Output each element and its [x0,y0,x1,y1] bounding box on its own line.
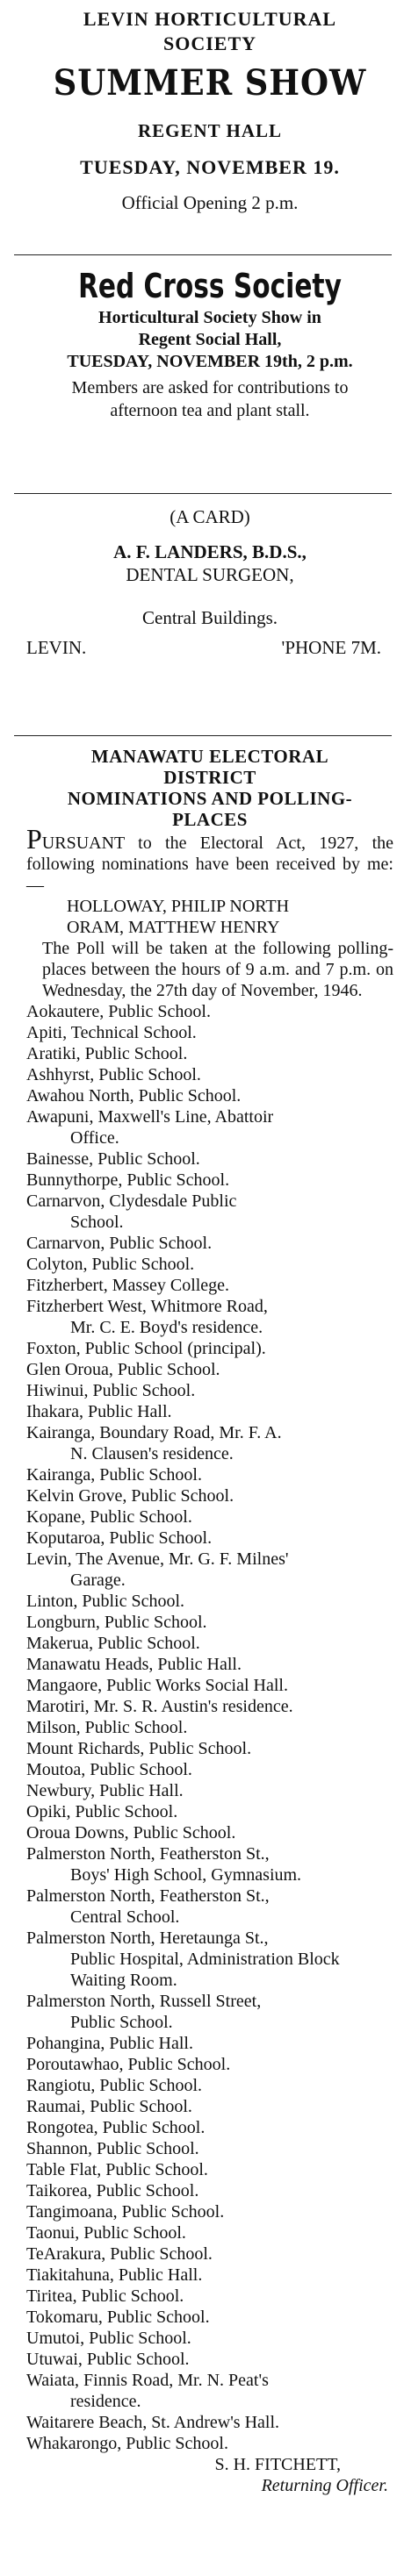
polling-place-item [26,1654,393,1675]
red-cross-heading: Red Cross Society [78,267,342,305]
polling-place-name: Fitzherbert, Massey College. [26,1276,230,1295]
divider-rule [14,493,392,494]
polling-place-item [26,1612,393,1633]
polling-place-item [26,1022,393,1043]
notice-heading-1: MANAWATU ELECTORAL [90,746,329,767]
signatory-title: Returning Officer. [261,2476,388,2495]
polling-place-name: Kairanga, Public School. [26,1465,202,1485]
show-title: SUMMER SHOW [53,62,367,104]
polling-place-item [26,1928,393,1991]
polling-place-item [26,1759,393,1780]
polling-place-name: Palmerston North, Featherston St., [26,1844,270,1864]
red-cross-body: Members are asked for contributions to afternoon tea and plant stall. [71,378,349,420]
polling-place-item [26,1338,393,1359]
polling-place-name: Koputaroa, Public School. [26,1528,213,1548]
polling-place-name: Levin, The Avenue, Mr. G. F. Milnes' [26,1549,289,1569]
polling-place-item [26,2096,393,2117]
polling-place-name: Tokomaru, Public School. [26,2308,210,2327]
polling-place-name: Oroua Downs, Public School. [26,1823,236,1843]
polling-place-item [26,1843,393,1885]
polling-place-name: Rangiotu, Public School. [26,2076,202,2095]
show-opening-time: Official Opening 2 p.m. [121,192,299,213]
signatory-name: S. H. FITCHETT, [214,2455,341,2474]
polling-place-detail: Public School. [70,2013,173,2032]
polling-place-name: Manawatu Heads, Public Hall. [26,1655,242,1674]
polling-place-name: Makerua, Public School. [26,1634,200,1653]
polling-place-item [26,1085,393,1106]
notice-intro [26,823,393,896]
polling-place-item [26,1885,393,1928]
polling-place-name: Opiki, Public School. [26,1802,178,1821]
polling-place-item [26,1591,393,1612]
polling-place-detail: Boys' High School, Gymnasium. [70,1865,302,1885]
polling-place-name: Palmerston North, Russell Street, [26,1992,262,2011]
polling-place-item [26,2286,393,2307]
polling-place-name: Kairanga, Boundary Road, Mr. F. A. [26,1423,282,1442]
polling-place-detail: residence. [70,2392,141,2411]
red-cross-line1: Horticultural Society Show in [98,308,321,327]
polling-place-item [26,1464,393,1485]
polling-place-name: Bainesse, Public School. [26,1149,200,1169]
divider-rule [14,254,392,255]
polling-place-name: Fitzherbert West, Whitmore Road, [26,1297,268,1316]
polling-place-item [26,1822,393,1843]
society-name-line1: LEVIN HORTICULTURAL [83,8,337,30]
notice-intro-text: URSUANT to the Electoral Act, 1927, the following nominations have been received by me:— [26,834,393,895]
polling-place-name: Palmerston North, Heretaunga St., [26,1928,269,1948]
polling-place-name: Palmerston North, Featherston St., [26,1886,270,1906]
polling-place-detail: School. [70,1213,124,1232]
polling-place-name: Marotiri, Mr. S. R. Austin's residence. [26,1697,293,1716]
polling-place-item [26,1380,393,1401]
polling-place-item [26,1359,393,1380]
dentist-phone: 'PHONE 7M. [281,637,381,658]
polling-place-name: Awapuni, Maxwell's Line, Abattoir [26,1107,274,1127]
polling-place-detail: Office. [70,1128,119,1148]
society-name-line2: SOCIETY [162,32,257,54]
polling-place-name: Rongotea, Public School. [26,2118,206,2137]
polling-place-item [26,2159,393,2180]
polling-place-name: Apiti, Technical School. [26,1023,197,1042]
notice-heading-2: DISTRICT [163,767,256,788]
polling-place-name: Umutoi, Public School. [26,2329,191,2348]
polling-place-item [26,2075,393,2096]
polling-place-name: Aratiki, Public School. [26,1044,188,1063]
polling-place-name: Kelvin Grove, Public School. [26,1486,234,1506]
polling-place-item [26,1485,393,1506]
polling-place-detail: Mr. C. E. Boyd's residence. [70,1318,263,1337]
polling-place-item [26,2180,393,2201]
polling-place-item [26,1233,393,1254]
polling-place-item [26,1148,393,1170]
polling-place-name: Milson, Public School. [26,1718,188,1737]
drop-cap: P [26,823,42,855]
polling-place-item [26,2349,393,2370]
red-cross-line2: Regent Social Hall, [138,330,282,349]
polling-place-detail: Central School. [70,1907,180,1927]
polling-place-name: Kopane, Public School. [26,1507,192,1527]
polling-place-item [26,2222,393,2243]
polling-place-name: Colyton, Public School. [26,1255,195,1274]
polling-place-item [26,1528,393,1549]
polling-place-name: Carnarvon, Public School. [26,1234,213,1253]
dentist-name: A. F. LANDERS, B.D.S., [113,541,307,562]
polling-place-item [26,2307,393,2328]
polling-place-item [26,2138,393,2159]
polling-place-item [26,1191,393,1233]
polling-place-name: Glen Oroua, Public School. [26,1360,220,1379]
polling-place-name: Raumai, Public School. [26,2097,192,2116]
dentist-building: Central Buildings. [142,607,278,628]
divider-rule [14,735,392,736]
polling-place-item [26,1780,393,1801]
show-date: TUESDAY, NOVEMBER 19. [80,156,340,178]
card-label: (A CARD) [170,506,250,527]
polling-place-item [26,2265,393,2286]
polling-place-name: Mangaore, Public Works Social Hall. [26,1676,288,1695]
polling-place-item [26,1043,393,1064]
polling-place-name: Awahou North, Public School. [26,1086,242,1106]
polling-place-name: Taikorea, Public School. [26,2181,199,2200]
polling-place-name: Tiritea, Public School. [26,2286,184,2306]
polling-place-item [26,1549,393,1591]
polling-place-item [26,1633,393,1654]
polling-place-item [26,2328,393,2349]
polling-place-item [26,1738,393,1759]
candidate-name: HOLLOWAY, PHILIP NORTH [67,897,290,916]
polling-place-name: Taonui, Public School. [26,2223,186,2243]
polling-place-item [26,1991,393,2033]
polling-place-item [26,2370,393,2412]
dentist-card-ad [26,504,393,660]
polling-place-name: Longburn, Public School. [26,1613,207,1632]
polling-place-item [26,1296,393,1338]
polling-place-name: Hiwinui, Public School. [26,1381,196,1400]
polling-place-item [26,2433,393,2454]
dentist-town: LEVIN. [26,637,87,658]
show-venue: REGENT HALL [137,120,283,141]
polling-place-name: Newbury, Public Hall. [26,1781,184,1800]
polling-place-name: Tiakitahuna, Public Hall. [26,2265,203,2285]
polling-place-name: Mount Richards, Public School. [26,1739,252,1758]
polling-place-item [26,1801,393,1822]
polling-place-name: Foxton, Public School (principal). [26,1339,266,1358]
polling-place-detail: Garage. [70,1571,126,1590]
polling-place-name: Pohangina, Public Hall. [26,2034,193,2053]
polling-place-name: Ihakara, Public Hall. [26,1402,172,1421]
polling-place-item [26,2033,393,2054]
polling-place-item [26,2117,393,2138]
red-cross-ad [26,265,393,422]
polling-place-item [26,1506,393,1528]
polling-place-item [26,1422,393,1464]
polling-place-name: TeArakura, Public School. [26,2244,213,2264]
polling-place-name: Aokautere, Public School. [26,1002,211,1021]
polling-place-name: Carnarvon, Clydesdale Public [26,1191,237,1211]
polling-places-list [26,1001,393,2454]
electoral-notice [26,746,393,2496]
polling-place-name: Utuwai, Public School. [26,2350,190,2369]
polling-place-name: Waitarere Beach, St. Andrew's Hall. [26,2413,280,2432]
polling-place-name: Tangimoana, Public School. [26,2202,225,2222]
polling-place-item [26,1254,393,1275]
poll-statement: The Poll will be taken at the following polling-places between the hours of 9 a.m. and 7 p.m. on Wednesday, the 27th day of November, 1946. [42,939,393,1000]
polling-place-item [26,1696,393,1717]
polling-place-item [26,1675,393,1696]
polling-place-item [26,2054,393,2075]
polling-place-name: Ashhyrst, Public School. [26,1065,201,1084]
polling-place-item [26,2243,393,2265]
polling-place-name: Waiata, Finnis Road, Mr. N. Peat's [26,2371,269,2390]
dentist-title: DENTAL SURGEON, [126,564,294,585]
polling-place-item [26,1275,393,1296]
polling-place-name: Whakarongo, Public School. [26,2434,228,2453]
polling-place-item [26,2412,393,2433]
polling-place-detail: N. Clausen's residence. [70,1444,234,1463]
polling-place-name: Table Flat, Public School. [26,2160,208,2179]
red-cross-line3: TUESDAY, NOVEMBER 19th, 2 p.m. [67,352,353,371]
polling-place-name: Bunnythorpe, Public School. [26,1170,230,1190]
dentist-contact-row [26,635,393,660]
polling-place-item [26,1001,393,1022]
polling-place-name: Moutoa, Public School. [26,1760,192,1779]
polling-place-name: Shannon, Public School. [26,2139,199,2158]
polling-place-item [26,1106,393,1148]
polling-place-item [26,1401,393,1422]
polling-place-detail: Public Hospital, Administration Block Waiting Room. [70,1950,340,1990]
polling-place-name: Linton, Public School. [26,1592,184,1611]
candidate-name: ORAM, MATTHEW HENRY [67,918,280,937]
polling-place-name: Poroutawhao, Public School. [26,2055,231,2074]
polling-place-item [26,1717,393,1738]
notice-heading-3: NOMINATIONS AND POLLING- [67,788,353,809]
notice-heading-4: PLACES [172,809,248,830]
polling-place-item [26,1170,393,1191]
polling-place-item [26,1064,393,1085]
polling-place-item [26,2201,393,2222]
horticultural-show-ad [26,7,393,216]
